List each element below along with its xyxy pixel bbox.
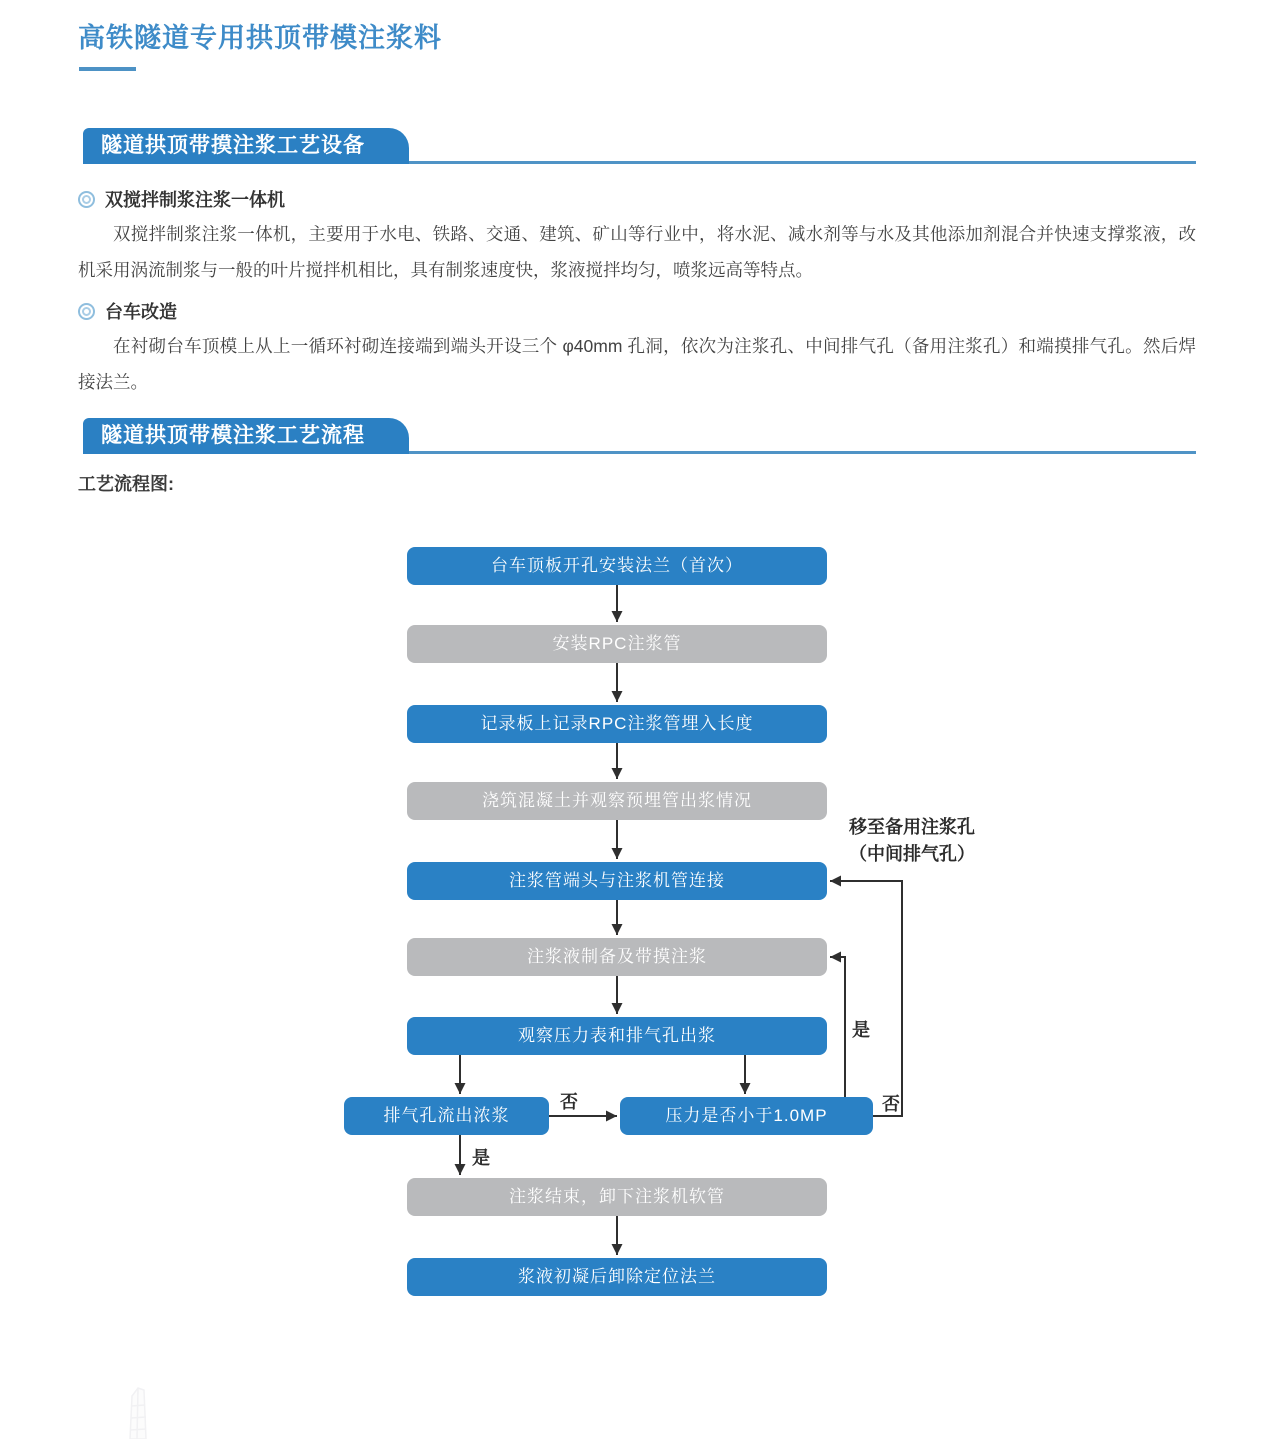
equipment-item-body: 双搅拌制浆注浆一体机，主要用于水电、铁路、交通、建筑、矿山等行业中，将水泥、减水剂等与水及其他添加剂混合并快速支撑浆液，改机采用涡流制浆与一般的叶片搅拌机相比，具有制浆速度快，浆液搅拌均匀，喷浆远高等特点。 (78, 224, 1196, 280)
section-banner-process: 隧道拱顶带模注浆工艺流程 (83, 418, 409, 454)
flow-decision-step: 压力是否小于1.0MP (620, 1097, 873, 1135)
flow-step: 安装RPC注浆管 (407, 625, 827, 663)
equipment-item-heading-text: 双搅拌制浆注浆一体机 (105, 190, 285, 210)
loop-label-no: 否 (882, 1094, 900, 1114)
loop-label-yes: 是 (852, 1020, 870, 1040)
flow-step: 浇筑混凝土并观察预埋管出浆情况 (407, 782, 827, 820)
loop-annotation-line2: （中间排气孔） (849, 844, 975, 864)
double-circle-bullet-icon (78, 303, 95, 320)
double-circle-bullet-icon (78, 191, 95, 208)
decision-label-yes: 是 (472, 1148, 490, 1168)
flow-step: 观察压力表和排气孔出浆 (407, 1017, 827, 1055)
flowchart (0, 540, 1280, 1330)
building-watermark-icon (118, 1384, 162, 1439)
flow-step: 注浆液制备及带摸注浆 (407, 938, 827, 976)
flow-step: 台车顶板开孔安装法兰（首次） (407, 547, 827, 585)
flow-step: 注浆结束，卸下注浆机软管 (407, 1178, 827, 1216)
flow-step: 排气孔流出浓浆 (344, 1097, 549, 1135)
section-banner-equipment: 隧道拱顶带摸注浆工艺设备 (83, 128, 409, 164)
flow-step: 浆液初凝后卸除定位法兰 (407, 1258, 827, 1296)
equipment-item-body: 在衬砌台车顶模上从上一循环衬砌连接端到端头开设三个 φ40mm 孔洞，依次为注浆孔、中间排气孔（备用注浆孔）和端摸排气孔。然后焊接法兰。 (78, 336, 1196, 392)
equipment-item-heading-text: 台车改造 (105, 302, 177, 322)
loop-annotation-line1: 移至备用注浆孔 (849, 817, 975, 837)
flow-step: 注浆管端头与注浆机管连接 (407, 862, 827, 900)
equipment-item-heading (78, 184, 1196, 214)
equipment-content (78, 184, 1196, 408)
flow-step: 记录板上记录RPC注浆管埋入长度 (407, 705, 827, 743)
page-title: 高铁隧道专用拱顶带模注浆料 (78, 23, 442, 53)
decision-label-no: 否 (560, 1092, 578, 1112)
loop-annotation (832, 814, 992, 868)
equipment-item-heading (78, 296, 1196, 326)
flowchart-caption: 工艺流程图: (78, 474, 174, 494)
title-underline-divider (79, 67, 136, 71)
